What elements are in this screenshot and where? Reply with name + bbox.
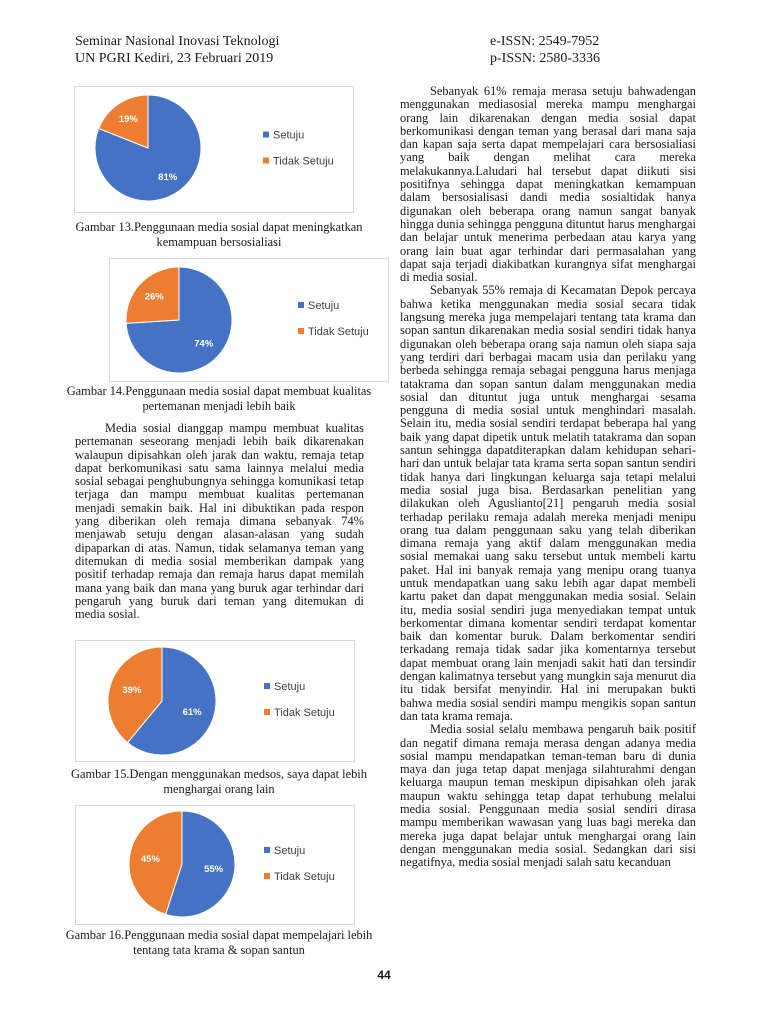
caption-fig13: Gambar 13.Penggunaan media sosial dapat meningkatkan kemampuan bersosialiasi (75, 220, 363, 249)
pie-data-label: 55% (204, 864, 224, 876)
legend-label: Setuju (308, 300, 340, 312)
caption-fig16: Gambar 16.Penggunaan media sosial dapat mempelajari lebih tentang tata krama & sopan santun (65, 928, 373, 957)
paragraph: Media sosial dianggap mampu membuat kualitas pertemanan seseorang menjadi lebih baik dikarenakan walaupun dipisahkan oleh jarak dan waktu, remaja tetap dapat berkomunikasi satu sama lainnya melalui media sosial sebagai penghubungnya sehingga komunikasi tetap terjaga dan mampu membuat kualitas pertemanan menjadi semakin baik. Hal ini dibuktikan pada respon yang diberikan oleh remaja dimana sebanyak 74% menjawab setuju dengan alasan-alasan yang sudah dipaparkan di atas. Namun, tidak selamanya teman yang ditemukan di media sosial memberikan dampak yang positif terhadap remaja dan remaja harus dapat memilah mana yang baik dan mana yang buruk agar terhindar dari pengaruh yang buruk dari teman yang ditemukan di media sosial. (75, 421, 364, 622)
pie-data-label: 39% (122, 685, 142, 697)
header-left (75, 33, 279, 67)
pie-chart-fig14 (109, 258, 389, 382)
left-column-text (75, 422, 364, 621)
legend-label: Tidak Setuju (274, 871, 335, 883)
pie-chart-fig15 (75, 640, 355, 762)
legend-swatch (263, 158, 269, 164)
paragraph: Sebanyak 61% remaja merasa setuju bahwadengan menggunakan mediasosial mereka mampu menghargai orang lain dikarenakan dengan media sosial dapat berkomunikasi dengan teman yang berasal dari mana saja dan kapan saja serta dapat mempelajari cara bersosialiasi yang baik dengan melihat cara mereka melakukannya.Laludari hal tersebut dapat diikuti sisi positifnya sehingga dapat meningkatkan kemampuan dalam bersosialisasi dandi media sosialtidak hanya digunakan oleh beberapa orang namun sangat banyak hingga dunia sehingga pengguna dituntut harus menghargai dan belajar untuk menerima perbedaan atau karya yang orang lain buat agar terhindar dari permasalahan yang dapat saja terjadi diakibatkan kurangnya sifat menghargai di media sosial. (400, 84, 696, 285)
legend-label: Tidak Setuju (273, 155, 334, 168)
pie-chart-fig16 (75, 805, 355, 925)
header-right (490, 33, 600, 67)
pie-chart-svg (110, 259, 388, 381)
caption-fig14: Gambar 14.Penggunaan media sosial dapat membuat kualitas pertemanan menjadi lebih baik (66, 384, 372, 413)
legend-label: Tidak Setuju (308, 326, 369, 338)
pie-chart-svg (75, 87, 353, 212)
paragraph: Sebanyak 55% remaja di Kecamatan Depok percaya bahwa ketika menggunakan media sosial secara tidak langsung mereka juga mempelajari tentang tata krama dan sopan santun dikarenakan media sosial sendiri tidak hanya digunakan oleh beberapa orang saja namun oleh siapa saja yang terdiri dari berbagai macam usia dan perilaku yang berbeda sehingga remaja sebagai pengguna harus menjaga tatakrama dan sopan santun dalam menggunakan media sosial dan dituntut juga untuk menghargai sesama pengguna di media sosial untuk menghindari masalah. Selain itu, media sosial sendiri terdapat beberapa hal yang baik yang dapat dipetik untuk melatih tatakrama dan sopan santun sehingga dapatditerapkan dalam kehidupan sehari-hari dan untuk belajar tata krama serta sopan santun sendiri tidak hanya dari lingkungan keluarga saja tetapi melalui media sosial juga bisa. Berdasarkan penelitian yang dilakukan oleh Aguslianto[21] pengaruh media sosial terhadap perilaku remaja adalah mereka menjadi menipu orang tua dalam penggunaan saku yang telah diberikan dimana remaja yang aktif dalam menggunakan media sosial memakai uang saku tersebut untuk membeli kartu paket. Hal ini banyak remaja yang menipu orang tuanya untuk mendapatkan uang saku lebih agar dapat membeli kartu paket dan dapat menggunakan media sosial. Selain itu, media sosial sendiri juga menyediakan tempat untuk berkomentar dimana komentar sendiri terdapat komentar baik dan komentar buruk. Dalam berkomentar sendiri terkadang remaja tidak sadar jika komentarnya tersebut dapat membuat orang lain menjadi sakit hati dan tersindir dengan kalimatnya tersebut yang mungkin saja menurut dia itu tidak bersifat menyindir. Hal ini merupakan bukti bahwa media sosial sendiri mampu mengikis sopan santun dan tata krama remaja. (400, 283, 696, 723)
legend-swatch (264, 709, 270, 715)
pie-data-label: 45% (140, 853, 160, 865)
legend-swatch (298, 328, 304, 334)
pie-data-label: 61% (182, 706, 202, 718)
conference-date: UN PGRI Kediri, 23 Februari 2019 (75, 51, 274, 66)
pie-data-label: 19% (118, 114, 138, 126)
legend-swatch (298, 302, 304, 308)
paragraph: Media sosial selalu membawa pengaruh baik positif dan negatif dimana remaja merasa dengan adanya media sosial mampu mendapatkan teman-teman baru di dunia maya dan juga tetap dapat menjaga silahturahmi dengan keluarga maupun teman meskipun dipisahkan oleh jarak maupun waktu sehingga tetap dapat terhubung melalui media sosial. Penggunaan media sosial sendiri dirasa mampu memberikan wawasan yang luas bagi mereka dan mereka juga dapat belajar untuk menghargai orang lain dengan menggunakan media sosial. Sedangkan dari sisi negatifnya, media sosial menjadi salah satu kecanduan (400, 722, 696, 870)
legend-label: Setuju (274, 845, 306, 857)
e-issn: e-ISSN: 2549-7952 (490, 34, 600, 49)
caption-fig15: Gambar 15.Dengan menggunakan medsos, saya dapat lebih menghargai orang lain (71, 767, 367, 796)
pie-chart-svg (76, 806, 354, 924)
legend-swatch (264, 847, 270, 853)
pie-data-label: 74% (194, 338, 214, 350)
legend-label: Setuju (274, 681, 306, 693)
page-number: 44 (377, 968, 391, 982)
conference-title: Seminar Nasional Inovasi Teknologi (75, 34, 280, 49)
p-issn: p-ISSN: 2580-3336 (490, 51, 601, 66)
legend-label: Setuju (273, 129, 305, 142)
pie-data-label: 81% (158, 171, 178, 183)
pie-data-label: 26% (144, 291, 164, 303)
legend-swatch (264, 873, 270, 879)
legend-label: Tidak Setuju (274, 707, 335, 719)
legend-swatch (264, 683, 270, 689)
pie-chart-svg (76, 641, 354, 761)
legend-swatch (263, 132, 269, 138)
right-column-text (400, 85, 696, 870)
pie-chart-fig13 (74, 86, 354, 213)
